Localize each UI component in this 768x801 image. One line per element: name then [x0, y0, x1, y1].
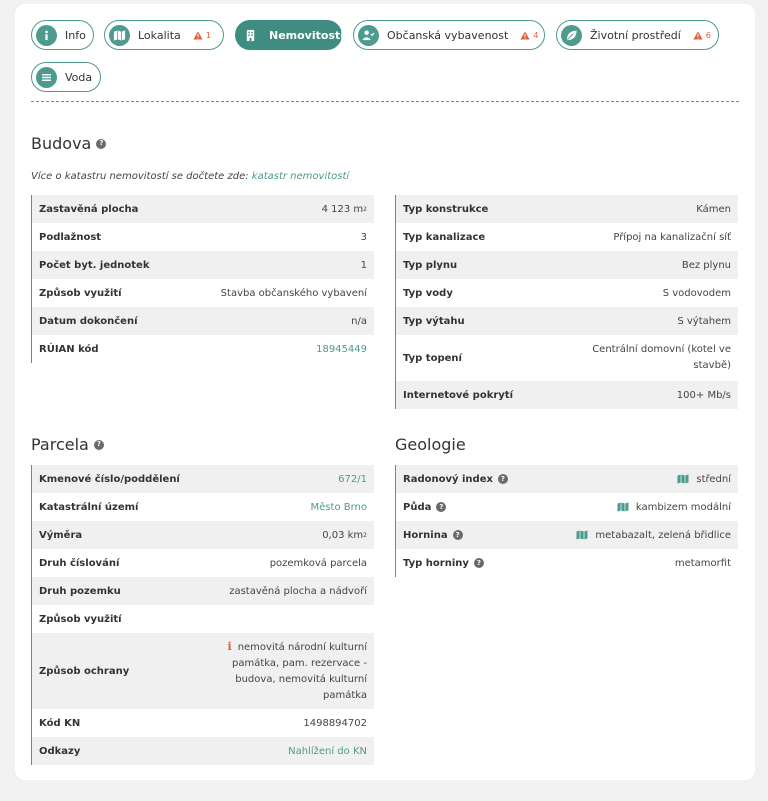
geologie-title: Geologie — [395, 435, 466, 454]
leaf-icon — [561, 25, 582, 46]
map-icon[interactable] — [617, 502, 629, 512]
water-icon — [36, 67, 57, 88]
tab-label: Životní prostředí — [590, 28, 681, 42]
tab-label: Info — [65, 28, 86, 42]
table-row: Podlažnost 3 — [39, 231, 367, 243]
geologie-table — [395, 465, 738, 577]
cadastre-link[interactable]: katastr nemovitostí — [251, 171, 350, 182]
warning-icon — [693, 31, 703, 40]
tab-info[interactable] — [31, 20, 94, 50]
nahlizeni-link[interactable]: Nahlížení do KN — [288, 745, 367, 757]
table-row: Způsob ochrany i nemovitá národní kulturní památka, pam. rezervace - budova, nemovitá kulturní památka — [32, 633, 374, 709]
help-icon[interactable]: ? — [436, 502, 446, 512]
people-icon — [358, 25, 379, 46]
warning-icon — [520, 31, 530, 40]
tab-label: Lokalita — [138, 28, 181, 42]
table-row: Typ výtahu S výtahem — [396, 307, 738, 335]
tab-voda[interactable] — [31, 62, 101, 92]
ruian-link[interactable]: 18945449 — [316, 343, 367, 355]
help-icon[interactable]: ? — [498, 474, 508, 484]
cadastral-area-link[interactable]: Město Brno — [310, 501, 367, 513]
table-row: Půda ? kambizem modální — [403, 501, 731, 513]
parcela-title: Parcela ? — [31, 435, 104, 454]
section-divider — [31, 101, 739, 102]
budova-table-right — [395, 195, 738, 409]
tab-zivotni-prostredi[interactable] — [556, 20, 719, 50]
table-row: Typ topení Centrální domovní (kotel ve stavbě) — [403, 344, 731, 371]
cadastre-note: Více o katastru nemovitostí se dočtete zde: katastr nemovitostí — [31, 171, 350, 182]
warning-badge: 4 — [520, 31, 538, 40]
tab-nemovitosti[interactable] — [235, 20, 345, 50]
help-icon[interactable]: ? — [474, 558, 484, 568]
map-icon[interactable] — [677, 474, 689, 484]
table-row: Typ plynu Bez plynu — [396, 251, 738, 279]
warning-icon — [193, 31, 203, 40]
table-row: Odkazy Nahlížení do KN — [32, 737, 374, 765]
table-row: Typ horniny ? metamorfit — [403, 557, 731, 569]
table-row: Způsob využití — [39, 613, 122, 625]
table-row: Typ vody S vodovodem — [403, 287, 731, 299]
table-row: Výměra 0,03 km 2 — [32, 521, 374, 549]
map-icon[interactable] — [576, 530, 588, 540]
table-row: Radonový index ? střední — [396, 465, 738, 493]
budova-title: Budova ? — [31, 134, 106, 153]
help-icon[interactable]: ? — [453, 530, 463, 540]
info-icon[interactable]: i — [227, 639, 232, 653]
table-row: Zastavěná plocha 4 123 m 2 — [32, 195, 374, 223]
tab-obcanska-vybavenost[interactable] — [353, 20, 545, 50]
parcel-number-link[interactable]: 672/1 — [338, 473, 367, 485]
table-row: Způsob využití Stavba občanského vybavení — [39, 287, 367, 299]
table-row: Datum dokončení n/a — [32, 307, 374, 335]
table-row: Hornina ? metabazalt, zelená břidlice — [396, 521, 738, 549]
table-row: RÚIAN kód 18945449 — [39, 343, 367, 355]
building-icon — [240, 25, 261, 46]
table-row: Druh pozemku zastavěná plocha a nádvoří — [32, 577, 374, 605]
info-icon — [36, 25, 57, 46]
warning-badge: 1 — [193, 31, 211, 40]
table-row: Kód KN 1498894702 — [39, 717, 367, 729]
tab-label: Voda — [65, 70, 93, 84]
map-icon — [109, 25, 130, 46]
table-row: Druh číslování pozemková parcela — [39, 557, 367, 569]
help-icon[interactable]: ? — [94, 440, 104, 450]
table-row: Kmenové číslo/poddělení 672/1 — [32, 465, 374, 493]
tab-label: Občanská vybavenost — [387, 28, 509, 42]
tab-lokalita[interactable] — [104, 20, 224, 50]
table-row: Typ kanalizace Přípoj na kanalizační síť — [403, 231, 731, 243]
parcela-table — [31, 465, 374, 765]
table-row: Typ konstrukce Kámen — [396, 195, 738, 223]
table-row: Internetové pokrytí 100+ Mb/s — [396, 381, 738, 409]
table-row: Počet byt. jednotek 1 — [32, 251, 374, 279]
table-row: Katastrální území Město Brno — [39, 501, 367, 513]
help-icon[interactable]: ? — [96, 139, 106, 149]
tab-label: Nemovitosti — [269, 28, 345, 42]
budova-table-left — [31, 195, 374, 363]
warning-badge: 6 — [693, 31, 711, 40]
main-card — [15, 4, 755, 780]
